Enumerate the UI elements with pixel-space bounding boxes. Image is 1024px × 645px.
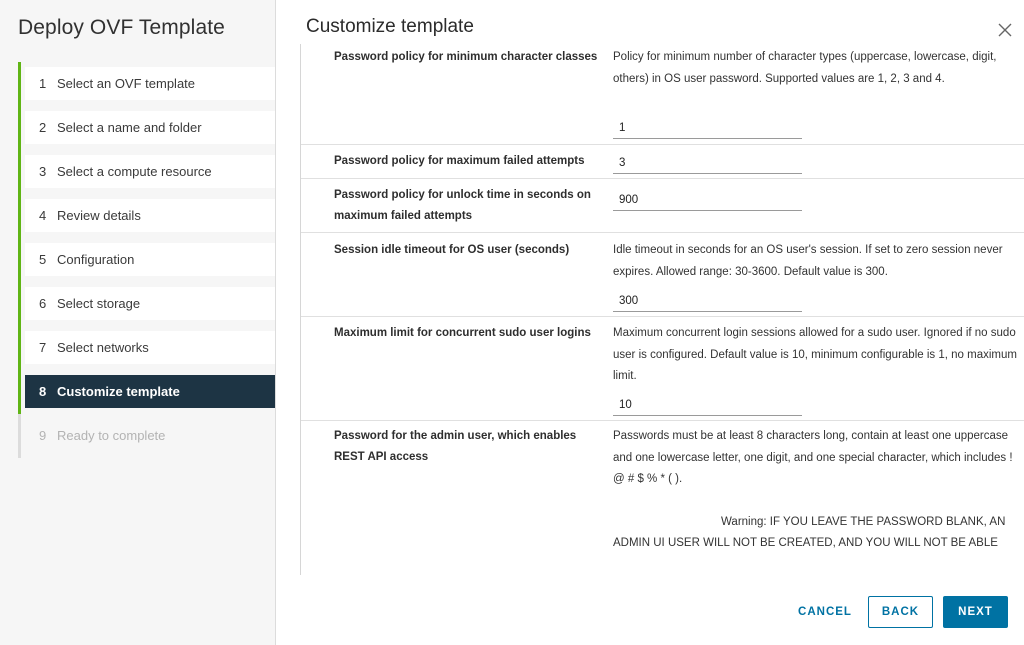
- wizard-step-8-active[interactable]: [18, 370, 276, 414]
- step-status-bar: [18, 326, 21, 370]
- step-status-bar: [18, 238, 21, 282]
- max-failed-attempts-input[interactable]: [613, 152, 802, 174]
- step-number: 7: [39, 340, 47, 355]
- step-label: Ready to complete: [57, 428, 166, 443]
- template-properties-list[interactable]: [300, 44, 1024, 575]
- step-status-bar: [18, 62, 21, 106]
- step-status-bar: [18, 282, 21, 326]
- step-label: Select networks: [57, 340, 149, 355]
- property-row: [301, 421, 1024, 575]
- wizard-step-2[interactable]: [18, 106, 276, 150]
- step-number: 4: [39, 208, 47, 223]
- main-panel: [276, 0, 1024, 645]
- property-label: Password policy for unlock time in seconds on maximum failed attempts: [334, 189, 591, 222]
- wizard-sidebar: [0, 0, 276, 645]
- back-button[interactable]: BACK: [868, 596, 933, 628]
- step-status-bar: [18, 414, 21, 458]
- step-number: 3: [39, 164, 47, 179]
- min-char-classes-input[interactable]: [613, 117, 802, 139]
- cancel-button[interactable]: CANCEL: [788, 596, 862, 628]
- wizard-steps: [18, 62, 276, 458]
- step-number: 1: [39, 76, 47, 91]
- password-warning-text: Warning: IF YOU LEAVE THE PASSWORD BLANK, AN ADMIN UI USER WILL NOT BE CREATED, AND YOU WILL NOT BE ABLE: [613, 515, 1006, 549]
- step-number: 8: [39, 384, 47, 399]
- page-title: Customize template: [306, 16, 474, 37]
- sudo-login-limit-input[interactable]: [613, 394, 802, 416]
- property-row: [301, 233, 1024, 317]
- property-description: [613, 426, 1021, 555]
- step-label: Select storage: [57, 296, 141, 311]
- wizard-title: Deploy OVF Template: [18, 16, 225, 39]
- property-label: Maximum limit for concurrent sudo user logins: [334, 327, 591, 339]
- wizard-step-9-disabled: [18, 414, 276, 458]
- unlock-time-input[interactable]: [613, 189, 802, 211]
- property-row: [301, 179, 1024, 233]
- step-label: Customize template: [57, 384, 180, 399]
- step-label: Select a name and folder: [57, 120, 202, 135]
- wizard-step-5[interactable]: [18, 238, 276, 282]
- property-label: Password for the admin user, which enables REST API access: [334, 430, 577, 463]
- session-idle-timeout-input[interactable]: [613, 290, 802, 312]
- property-label: Session idle timeout for OS user (seconds): [334, 244, 570, 256]
- step-number: 9: [39, 428, 47, 443]
- step-label: Select an OVF template: [57, 76, 196, 91]
- wizard-step-4[interactable]: [18, 194, 276, 238]
- property-row: [301, 145, 1024, 179]
- wizard-step-3[interactable]: [18, 150, 276, 194]
- password-requirements-text: Passwords must be at least 8 characters long, contain at least one uppercase and one lowercase letter, one digit, and one special character, which includes ! @ # $ % * ( ).: [613, 430, 1013, 485]
- wizard-step-7[interactable]: [18, 326, 276, 370]
- step-number: 2: [39, 120, 47, 135]
- property-label: Password policy for maximum failed attempts: [334, 155, 585, 167]
- close-icon[interactable]: [997, 22, 1013, 38]
- wizard-step-1[interactable]: [18, 62, 276, 106]
- property-description: Maximum concurrent login sessions allowed for a sudo user. Ignored if no sudo user is configured. Default value is 10, minimum configurable is 1, no maximum limit.: [613, 327, 1017, 382]
- step-number: 6: [39, 296, 47, 311]
- step-status-bar: [18, 194, 21, 238]
- step-number: 5: [39, 252, 47, 267]
- step-status-bar: [18, 106, 21, 150]
- property-row: [301, 44, 1024, 145]
- property-description: Idle timeout in seconds for an OS user's session. If set to zero session never expires. Allowed range: 30-3600. Default value is 300.: [613, 244, 1003, 278]
- property-row: [301, 317, 1024, 421]
- step-status-bar: [18, 370, 21, 414]
- step-label: Configuration: [57, 252, 135, 267]
- step-label: Select a compute resource: [57, 164, 212, 179]
- property-label: Password policy for minimum character classes: [334, 51, 598, 63]
- step-status-bar: [18, 150, 21, 194]
- property-description: Policy for minimum number of character types (uppercase, lowercase, digit, others) in OS user password. Supported values are 1, 2, 3 and 4.: [613, 51, 997, 85]
- next-button[interactable]: NEXT: [943, 596, 1008, 628]
- wizard-step-6[interactable]: [18, 282, 276, 326]
- step-label: Review details: [57, 208, 141, 223]
